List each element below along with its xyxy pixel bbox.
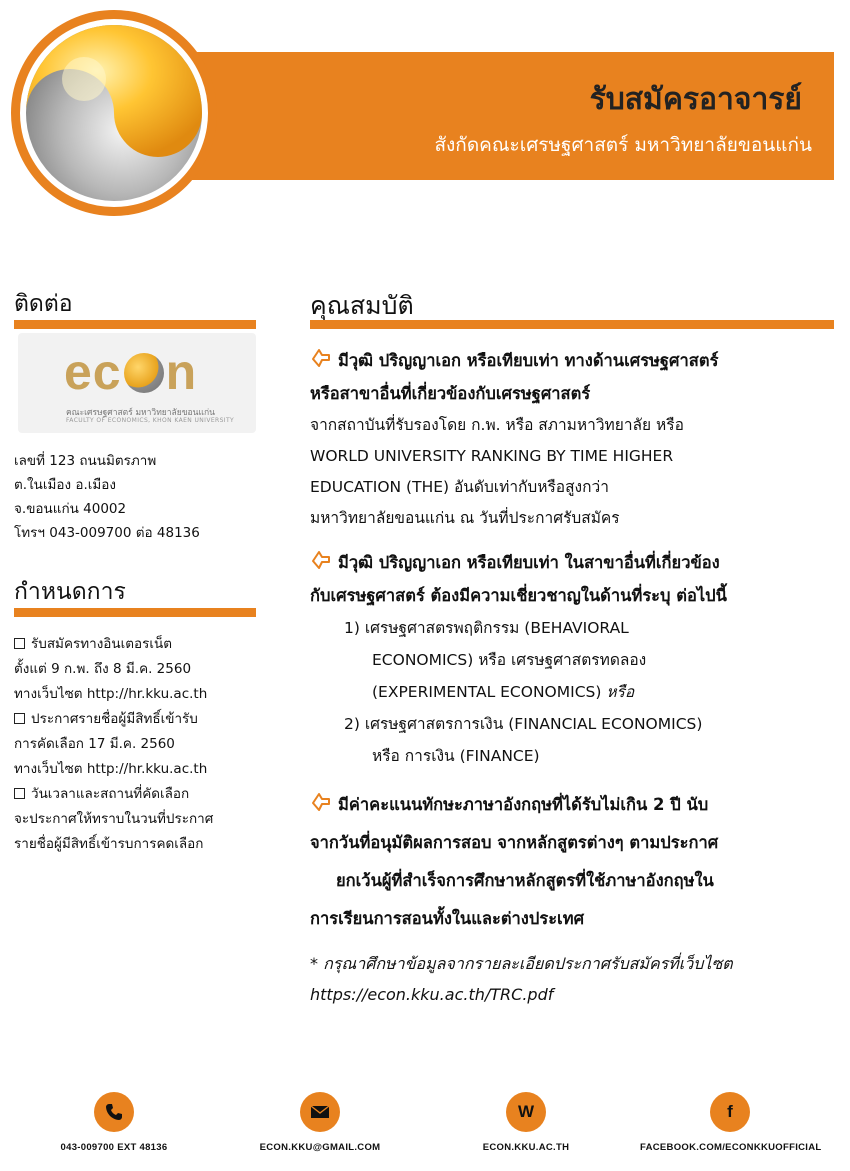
schedule-heading: กำหนดการ — [14, 579, 126, 605]
footer-facebook-text: FACEBOOK.COM/ECONKKUOFFICIAL — [640, 1142, 822, 1153]
address-phone: โทรฯ 043-009700 ต่อ 48136 — [14, 525, 200, 541]
schedule-line: ทางเว็บไซต http://hr.kku.ac.th — [14, 686, 208, 702]
q1-body-line: จากสถาบันที่รับรองโดย ก.พ. หรือ สภามหาวิทยาลัย หรือ — [310, 416, 684, 434]
q2-item-1-cont: (EXPERIMENTAL ECONOMICS) หรือ — [372, 683, 635, 701]
header-banner — [150, 52, 834, 180]
contact-address — [14, 449, 200, 545]
q2-item-1: 1) เศรษฐศาสตรพฤติกรรม (BEHAVIORAL — [344, 619, 629, 637]
footer-facebook — [640, 1092, 820, 1153]
schedule-item: ประกาศรายชื่อผู้มีสิทธิ์เข้ารับ — [14, 707, 213, 732]
mail-icon — [300, 1092, 340, 1132]
econ-globe-icon — [124, 353, 164, 393]
hand-arrow-icon — [310, 549, 332, 571]
qualifications-heading: คุณสมบัติ — [310, 291, 414, 320]
q2-item-2: 2) เศรษฐศาสตรการเงิน (FINANCIAL ECONOMICS) — [344, 715, 703, 733]
schedule-divider — [14, 608, 256, 617]
facebook-icon: f — [710, 1092, 750, 1132]
q1-heading: มีวุฒิ ปริญญาเอก หรือเทียบเท่า ทางด้านเศรษฐศาสตร์ — [310, 344, 840, 377]
econ-caption-en: FACULTY OF ECONOMICS, KHON KAEN UNIVERSITY — [66, 417, 235, 424]
q1-body-line: EDUCATION (THE) อันดับเท่ากับหรือสูงกว่า — [310, 478, 609, 496]
footer-phone — [24, 1092, 204, 1153]
page-subtitle: สังกัดคณะเศรษฐศาสตร์ มหาวิทยาลัยขอนแก่น — [434, 134, 812, 156]
hand-arrow-icon — [310, 791, 332, 813]
address-line: เลขที่ 123 ถนนมิตรภาพ — [14, 453, 157, 469]
q2-item-1-cont: ECONOMICS) หรือ เศรษฐศาสตรทดลอง — [372, 651, 647, 669]
q3-heading: มีค่าคะแนนทักษะภาษาอังกฤษที่ได้รับไม่เกิน 2 ปี นับ — [310, 786, 840, 824]
footer-web — [436, 1092, 616, 1153]
q1-heading-line2: หรือสาขาอื่นที่เกี่ยวข้องกับเศรษฐศาสตร์ — [310, 384, 591, 403]
econ-caption-th: คณะเศรษฐศาสตร์ มหาวิทยาลัยขอนแก่น — [66, 408, 215, 418]
q3-line: การเรียนการสอนทั้งในและต่างประเทศ — [310, 909, 585, 928]
schedule-item: วันเวลาและสถานที่คัดเลือก — [14, 782, 213, 807]
footer-email-text: ECON.KKU@GMAIL.COM — [259, 1142, 381, 1153]
econ-wordmark: ec n — [64, 344, 198, 400]
faculty-emblem-icon — [22, 21, 206, 205]
checkbox-icon — [14, 638, 25, 649]
q2-heading: มีวุฒิ ปริญญาเอก หรือเทียบเท่า ในสาขาอื่นที่เกี่ยวข้อง — [310, 546, 840, 579]
schedule-line: จะประกาศให้ทราบในวนที่ประกาศ — [14, 811, 214, 827]
website-icon: W — [506, 1092, 546, 1132]
address-line: ต.ในเมือง อ.เมือง — [14, 477, 116, 493]
schedule-line: ตั้งแต่ 9 ก.พ. ถึง 8 มี.ค. 2560 — [14, 661, 192, 677]
note-line: * กรุณาศึกษาข้อมูลจากรายละเอียดประกาศรับสมัครที่เว็บไซต — [310, 954, 733, 973]
schedule-line: การคัดเลือก 17 มี.ค. 2560 — [14, 736, 175, 752]
q1-body-line: WORLD UNIVERSITY RANKING BY TIME HIGHER — [310, 447, 674, 465]
q3-line: ยกเว้นผู้ที่สำเร็จการศึกษาหลักสูตรที่ใช้ภาษาอังกฤษใน — [336, 871, 714, 890]
page-title: รับสมัครอาจารย์ — [589, 82, 802, 117]
schedule-item: รับสมัครทางอินเตอรเน็ต — [14, 632, 213, 657]
phone-icon — [94, 1092, 134, 1132]
hand-arrow-icon — [310, 347, 332, 369]
econ-logo-card — [18, 333, 256, 433]
footer-phone-text: 043-009700 EXT 48136 — [60, 1142, 168, 1153]
checkbox-icon — [14, 713, 25, 724]
checkbox-icon — [14, 788, 25, 799]
schedule-line: ทางเว็บไซต http://hr.kku.ac.th — [14, 761, 208, 777]
note-url: https://econ.kku.ac.th/TRC.pdf — [310, 985, 554, 1004]
schedule-list — [14, 632, 213, 857]
q1-body-line: มหาวิทยาลัยขอนแก่น ณ วันที่ประกาศรับสมัคร — [310, 509, 620, 527]
q2-heading-line2: กับเศรษฐศาสตร์ ต้องมีความเชี่ยวชาญในด้านที่ระบุ ต่อไปนี้ — [310, 586, 727, 605]
address-line: จ.ขอนแก่น 40002 — [14, 501, 127, 517]
q2-item-2-cont: หรือ การเงิน (FINANCE) — [372, 747, 540, 765]
schedule-line: รายชื่อผู้มีสิทธิ์เข้ารบการคดเลือก — [14, 836, 204, 852]
contact-heading: ติดต่อ — [14, 291, 73, 317]
contact-divider — [14, 320, 256, 329]
q3-line: จากวันที่อนุมัติผลการสอบ จากหลักสูตรต่างๆ ตามประกาศ — [310, 833, 719, 852]
footer-email — [230, 1092, 410, 1153]
footer-web-text: ECON.KKU.AC.TH — [482, 1142, 570, 1153]
qualifications-content — [310, 344, 840, 1010]
qualifications-divider — [310, 320, 834, 329]
